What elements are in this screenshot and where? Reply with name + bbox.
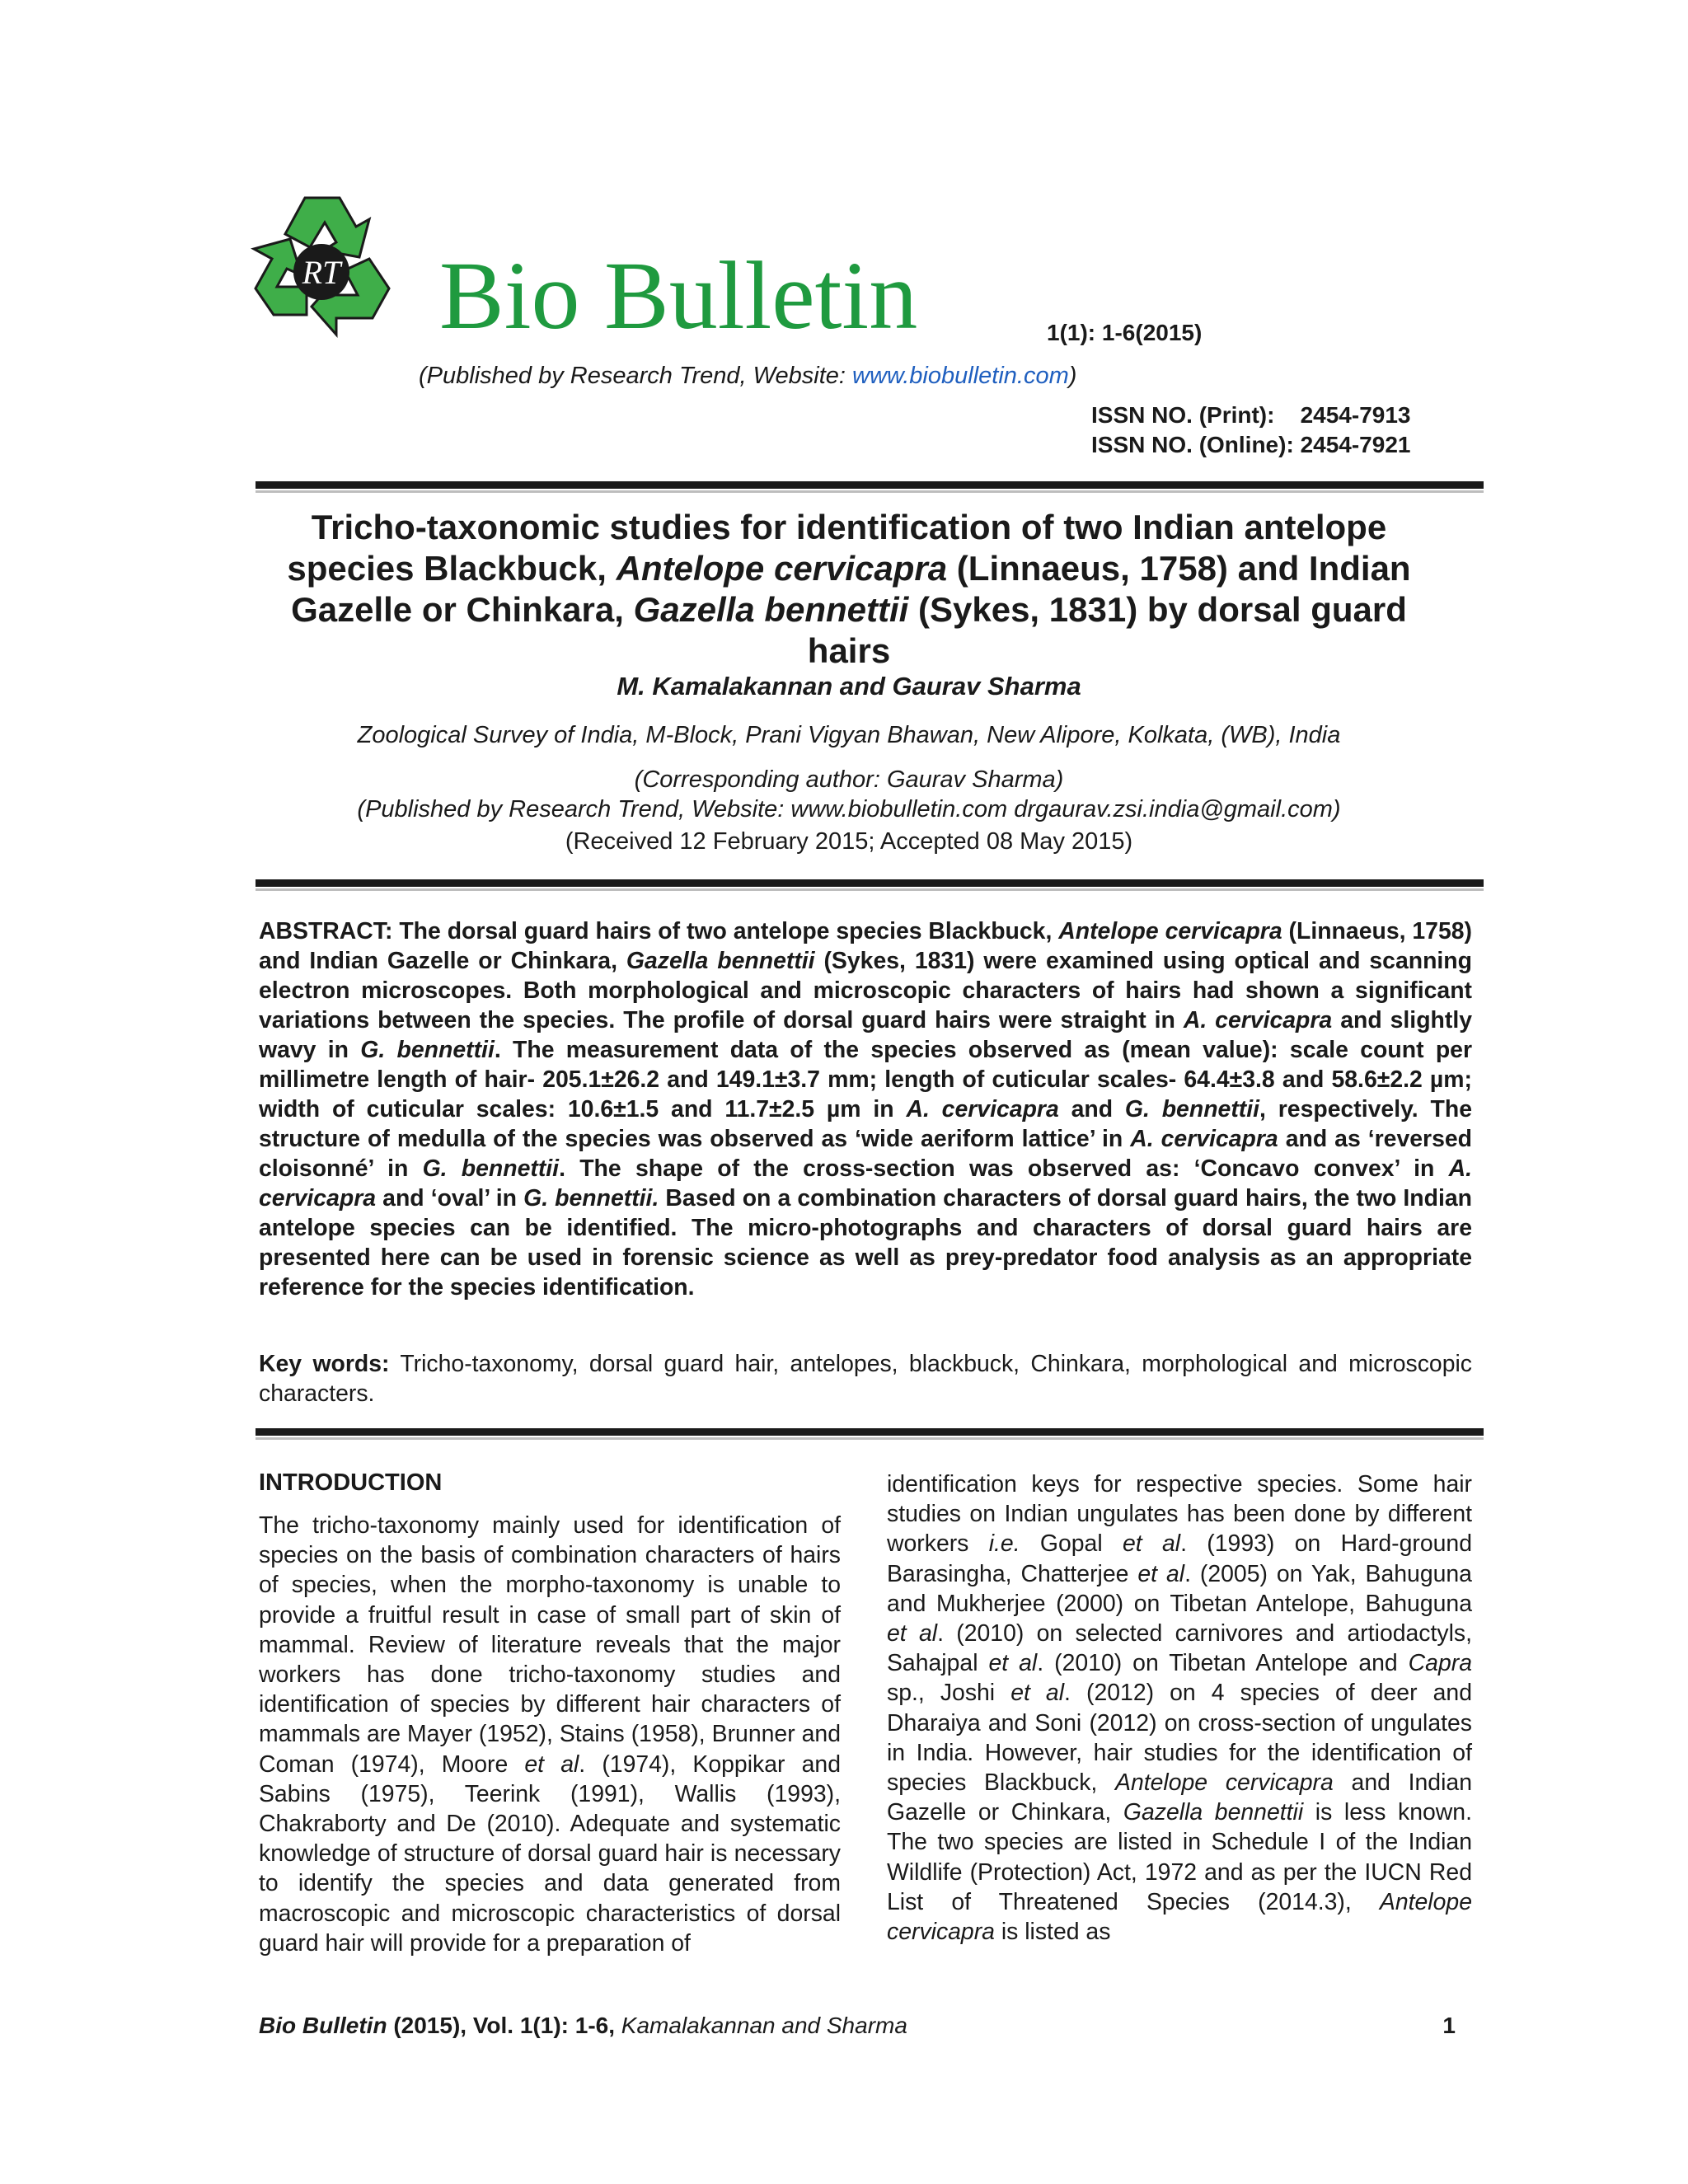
issn-online — [1091, 430, 1410, 460]
affiliation: Zoological Survey of India, M-Block, Prani Vigyan Bhawan, New Alipore, Kolkata, (WB), India — [357, 722, 1341, 748]
abstract-rule-shadow — [256, 1437, 1484, 1440]
journal-logo — [247, 190, 396, 346]
article-title — [247, 507, 1451, 672]
title-line-1: Tricho-taxonomic studies for identification of two Indian antelope — [311, 508, 1387, 546]
footer-volume: (2015), Vol. 1(1): 1-6, — [387, 2013, 621, 2038]
title-line-3: Gazelle or Chinkara, Gazella bennettii (Sykes, 1831) by dorsal guard — [291, 590, 1407, 629]
publisher-line — [419, 363, 1076, 390]
title-line-4: hairs — [807, 631, 891, 670]
authors: M. Kamalakannan and Gaurav Sharma — [617, 672, 1081, 701]
page-number: 1 — [1442, 2013, 1456, 2038]
keywords-text: Tricho-taxonomy, dorsal guard hair, antelopes, blackbuck, Chinkara, morphological and microscopic characters. — [259, 1351, 1472, 1407]
species-name: Gazella bennettii — [633, 590, 909, 629]
keywords — [259, 1349, 1472, 1408]
page-footer — [259, 2013, 1456, 2039]
body-column-right: identification keys for respective species. Some hair studies on Indian ungulates has been done by different workers i.e. Gopal et al. (1993) on Hard-ground Barasingha, Chatterjee et al. (2005) on Yak, Bahuguna and Mukherjee (2000) on Tibetan Antelope, Bahuguna et al. (2010) on selected carnivores and artiodactyls, Sahajpal et al. (2010) on Tibetan Antelope and Capra sp., Joshi et al. (2012) on 4 species of deer and Dharaiya and Soni (2012) on cross-section of ungulates in India. However, hair studies for the identification of species Blackbuck, Antelope cervicapra and Indian Gazelle or Chinkara, Gazella bennettii is less known. The two species are listed in Schedule I of the Indian Wildlife (Protection) Act, 1972 and as per the IUCN Red List of Threatened Species (2014.3), Antelope cervicapra is listed as — [887, 1471, 1472, 1946]
section-heading-introduction: INTRODUCTION — [259, 1469, 443, 1496]
website-link[interactable]: www.biobulletin.com — [852, 363, 1069, 389]
publisher-prefix: (Published by Research Trend, Website: — [419, 363, 853, 389]
issn-print-label: ISSN NO. (Print): — [1091, 402, 1275, 428]
received-dates: (Received 12 February 2015; Accepted 08 May 2015) — [565, 828, 1133, 855]
title-rule-shadow — [256, 888, 1484, 891]
issn-print — [1091, 401, 1410, 430]
header-rule — [256, 481, 1484, 489]
footer-journal: Bio Bulletin — [259, 2013, 387, 2038]
title-line-2: species Blackbuck, Antelope cervicapra (Linnaeus, 1758) and Indian — [287, 549, 1411, 588]
issn-online-value: 2454-7921 — [1300, 432, 1411, 457]
abstract-rule — [256, 1428, 1484, 1436]
recycle-logo-icon — [247, 190, 396, 346]
footer-citation — [259, 2013, 907, 2038]
species-name: Antelope cervicapra — [616, 549, 948, 588]
publication-contact: (Published by Research Trend, Website: www.biobulletin.com drgaurav.zsi.india@gmail.com) — [357, 796, 1341, 823]
issn-print-value: 2454-7913 — [1300, 402, 1411, 428]
title-rule — [256, 879, 1484, 887]
keywords-label: Key words: — [259, 1351, 390, 1377]
corresponding-author: (Corresponding author: Gaurav Sharma) — [634, 766, 1064, 793]
issn-block — [1091, 401, 1410, 460]
header-rule-shadow — [256, 490, 1484, 493]
logo-letters: RT — [302, 254, 341, 291]
body-column-left: The tricho-taxonomy mainly used for identification of species on the basis of combination characters of hairs of species, when the morpho-taxonomy is unable to provide a fruitful result in case of small part of skin of mammal. Review of literature reveals that the major workers has done tricho-taxonomy studies and identification of species by different hair characters of mammals are Mayer (1952), Stains (1958), Brunner and Coman (1974), Moore et al. (1974), Koppikar and Sabins (1975), Teerink (1991), Wallis (1993), Chakraborty and De (2010). Adequate and systematic knowledge of structure of dorsal guard hair is necessary to identify the species and data generated from macroscopic and microscopic characteristics of dorsal guard hair will provide for a preparation of — [259, 1512, 841, 1957]
issn-online-label: ISSN NO. (Online): — [1091, 432, 1294, 457]
publisher-suffix: ) — [1068, 363, 1077, 389]
abstract: ABSTRACT: The dorsal guard hairs of two antelope species Blackbuck, Antelope cervicapra (Linnaeus, 1758) and Indian Gazelle or Chinkara, Gazella bennettii (Sykes, 1831) were examined using optical and scanning electron microscopes. Both morphological and microscopic characters of hairs had shown a significant variations between the species. The profile of dorsal guard hairs were straight in A. cervicapra and slightly wavy in G. bennettii. The measurement data of the species observed as (mean value): scale count per millimetre length of hair- 205.1±26.2 and 149.1±3.7 mm; length of cuticular scales- 64.4±3.8 and 58.6±2.2 µm; width of cuticular scales: 10.6±1.5 and 11.7±2.5 µm in A. cervicapra and G. bennettii, respectively. The structure of medulla of the species was observed as ‘wide aeriform lattice’ in A. cervicapra and as ‘reversed cloisonné’ in G. bennettii. The shape of the cross-section was observed as: ‘Concavo convex’ in A. cervicapra and ‘oval’ in G. bennettii. Based on a combination characters of dorsal guard hairs, the two Indian antelope species can be identified. The micro-photographs and characters of dorsal guard hairs are presented here can be used in forensic science as well as prey-predator food analysis as an appropriate reference for the species identification. — [259, 918, 1473, 1301]
footer-authors: Kamalakannan and Sharma — [621, 2013, 907, 2038]
issue-info: 1(1): 1-6(2015) — [1047, 320, 1203, 345]
journal-title: Bio Bulletin — [439, 241, 918, 349]
